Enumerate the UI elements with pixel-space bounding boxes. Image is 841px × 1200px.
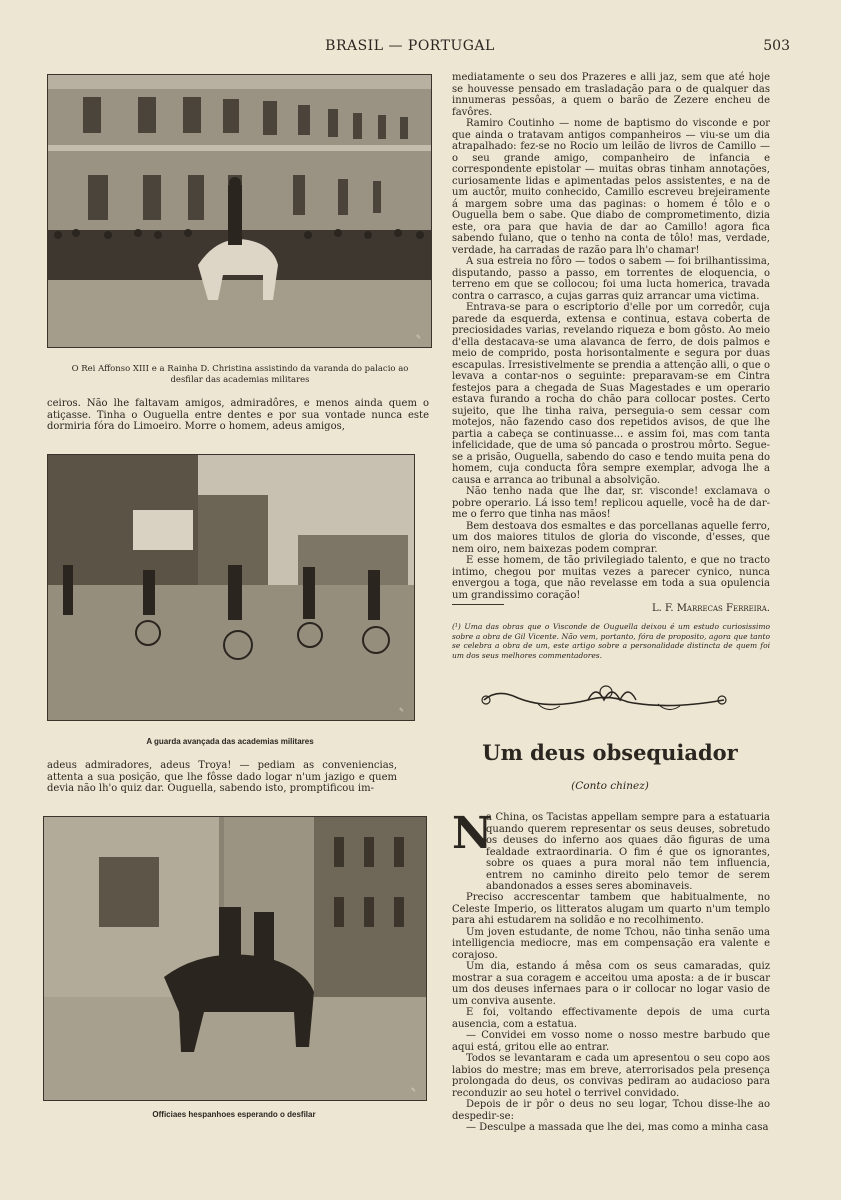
palace-illustration xyxy=(48,75,431,347)
story-paragraph: Todos se levantaram e cada um apresentou o seu copo aos labios do mestre; mas em breve, aterrorisados pela presença prolongada do deus, os convivas pediram ao audacioso para reconduzir ao seu hotel o terrivel convidado. xyxy=(452,1053,770,1099)
story-subtitle: (Conto chinez) xyxy=(571,780,649,792)
article-paragraph: A sua estreia no fôro — todos o sabem — foi brilhantissima, disputando, passo a passo, em torrentes de eloquencia, o terreno em que se collocou; foi uma lucta homerica, travada contra o carrasco, a cujas garras quiz arrancar uma victima. xyxy=(452,256,770,302)
photo-credit-mark: ✎ xyxy=(410,1088,416,1094)
article-paragraph: Bem destoava dos esmaltes e das porcellanas aquelle ferro, um dos maiores titulos de gloria do visconde, d'esses, que nem oiro, nem baixezas podem comprar. xyxy=(452,520,770,555)
header-title: BRASIL — PORTUGAL xyxy=(325,38,495,54)
photo1-caption: O Rei Affonso XIII e a Rainha D. Christina assistindo da varanda do palacio ao desfilar das academias militares xyxy=(71,364,409,385)
story-paragraph: Um joven estudante, de nome Tchou, não tinha senão uma intelligencia mediocre, mas em compensação era valente e corajoso. xyxy=(452,926,770,961)
left-para-2: adeus admiradores, adeus Troya! — pediam as conveniencias, attenta a sua posição, que lhe fôsse dado logar n'um jazigo e quem devia não lh'o quiz dar. Ouguella, sabendo isto, promptificou im- xyxy=(47,760,397,794)
left-column-text-1 xyxy=(47,398,429,433)
article-paragraph: Não tenho nada que lhe dar, sr. visconde! exclamava o pobre operario. Lá isso tem! replicou aquelle, você ha de dar-me o ferro que tinha nas mãos! xyxy=(452,486,770,520)
photo-credit-mark: ✎ xyxy=(398,708,404,714)
officers-illustration xyxy=(44,817,426,1100)
story-paragraph: — Convidei em vosso nome o nosso mestre barbudo que aqui está, gritou elle ao entrar. xyxy=(452,1030,770,1053)
left-column-text-2 xyxy=(47,760,397,795)
story-first-paragraph: a China, os Tacistas appellam sempre para a estatuaria quando querem representar os seus deuses, sobretudo os deuses do inferno aos quaes dão figuras de uma fealdade extraordinaria. O fim é que os ignorantes, sobre os quaes a pura moral não tem influencia, entrem no caminho direito pelo temor de serem abandonados a esses seres abominaveis. xyxy=(486,812,770,892)
story-body xyxy=(452,892,770,1134)
photo-officers xyxy=(43,816,427,1101)
page-number: 503 xyxy=(763,38,790,54)
story-paragraph: — Desculpe a massada que lhe dei, mas como a minha casa xyxy=(466,1122,769,1133)
story-paragraph: Depois de ir pôr o deus no seu logar, Tchou disse-lhe ao despedir-se: xyxy=(452,1099,770,1122)
article-paragraph: Entrava-se para o escriptorio d'elle por um corredôr, cuja parede da esquerda, extensa e continua, estava coberta de preciosidades varias, revelando riqueza e bom gôsto. Ao meio d'ella destacava-se uma alavanca de ferro, de dois palmos e meio de comprido, posta horisontalmente e segura por duas escapulas. Irresistivelmente se prendia a attenção alli, o que o levava a contar-nos o seguinte: preparavam-se em Cintra festejos para a chegada de Suas Magestades e um operario estava furando a rocha do chão para collocar postes. Certo sujeito, que lhe tinha raiva, perseguia-o sem cessar com motejos, não fazendo caso dos repetidos avisos, de que lhe partia a cabeça se continuasse... e assim foi, mas com tanta infelicidade, que de uma só pancada o prostrou môrto. Segue-se a prisão, Ouguella, sabendo do caso e tendo muita pena do homem, cuja conducta fôra sempre exemplar, advoga lhe a causa e arranca ao tribunal a absolvição. xyxy=(452,302,770,486)
cyclists-illustration xyxy=(48,455,414,720)
author-signature: L. F. Marrecas Ferreira. xyxy=(651,603,770,614)
photo-palace-review xyxy=(47,74,432,348)
story-title: Um deus obsequiador xyxy=(482,740,738,765)
footnote-rule xyxy=(452,604,504,605)
story-paragraph: E foi, voltando effectivamente depois de uma curta ausencia, com a estatua. xyxy=(452,1007,770,1030)
article-paragraph: E esse homem, de tão privilegiado talento, e que no tracto intimo, chegou por muitas vezes a parecer cynico, nunca envergou a toga, que não revelasse em toda a sua opulencia um grandissimo coração! xyxy=(452,555,770,601)
drop-cap: N xyxy=(452,808,493,859)
story-opening xyxy=(486,812,770,893)
photo-cyclists xyxy=(47,454,415,721)
article-continuation xyxy=(452,72,770,615)
left-para-1: ceiros. Não lhe faltavam amigos, admiradôres, e menos ainda quem o atiçasse. Tinha o Ouguella entre dentes e por sua vontade nunca este dormiria fóra do Limoeiro. Morre o homem, adeus amigos, xyxy=(47,398,429,432)
story-paragraph: Preciso accrescentar tambem que habitualmente, no Celeste Imperio, os litteratos alugam um quarto n'um templo para ahi estudarem na solidão e no recolhimento. xyxy=(452,892,770,926)
article-paragraph: Ramiro Coutinho — nome de baptismo do visconde e por que ainda o tratavam antigos companheiros — viu-se um dia atrapalhado: fez-se no Rocio um leilão de livros de Camillo — o seu grande amigo, companheiro de infancia e correspondente epistolar — muitas obras tinham annotações, curiosamente lidas e apimentadas pelos assistentes, e na de um auctôr, muito conhecido, Camillo escreveu brejeiramente á margem sobre uma das paginas: o homem é tôlo e o Ouguella bem o sabe. Que diabo de comprometimento, dizia este, ora para que havia de dar ao Camillo! agora fica sabendo fulano, que o tenho na conta de tôlo! mas, verdade, verdade, ha carradas de razão para lh'o chamar! xyxy=(452,118,770,256)
photo3-caption: Officiaes hespanhoes esperando o desfilar xyxy=(152,1110,316,1119)
photo2-caption: A guarda avançada das academias militares xyxy=(146,737,314,746)
floral-ornament xyxy=(478,680,730,720)
footnote: (¹) Uma das obras que o Visconde de Ouguella deixou é um estudo curiosissimo sobre a obra de Gil Vicente. Não vem, portanto, fóra de proposito, agora que tanto se celebra a obra de um, este artigo sobre a personalidade distincta de quem foi um dos seus melhores commentadores. xyxy=(452,622,770,660)
story-paragraph: Um dia, estando á mêsa com os seus camaradas, quiz mostrar a sua coragem e acceitou uma aposta: a de ir buscar um dos deuses infernaes para o ir collocar no logar vasio de um conviva ausente. xyxy=(452,961,770,1007)
article-paragraph: mediatamente o seu dos Prazeres e alli jaz, sem que até hoje se houvesse pensado em trasladação para o de qualquer das innumeras pessôas, a quem o barão de Zezere encheu de favôres. xyxy=(452,72,770,118)
photo-credit-mark: ✎ xyxy=(415,335,421,341)
